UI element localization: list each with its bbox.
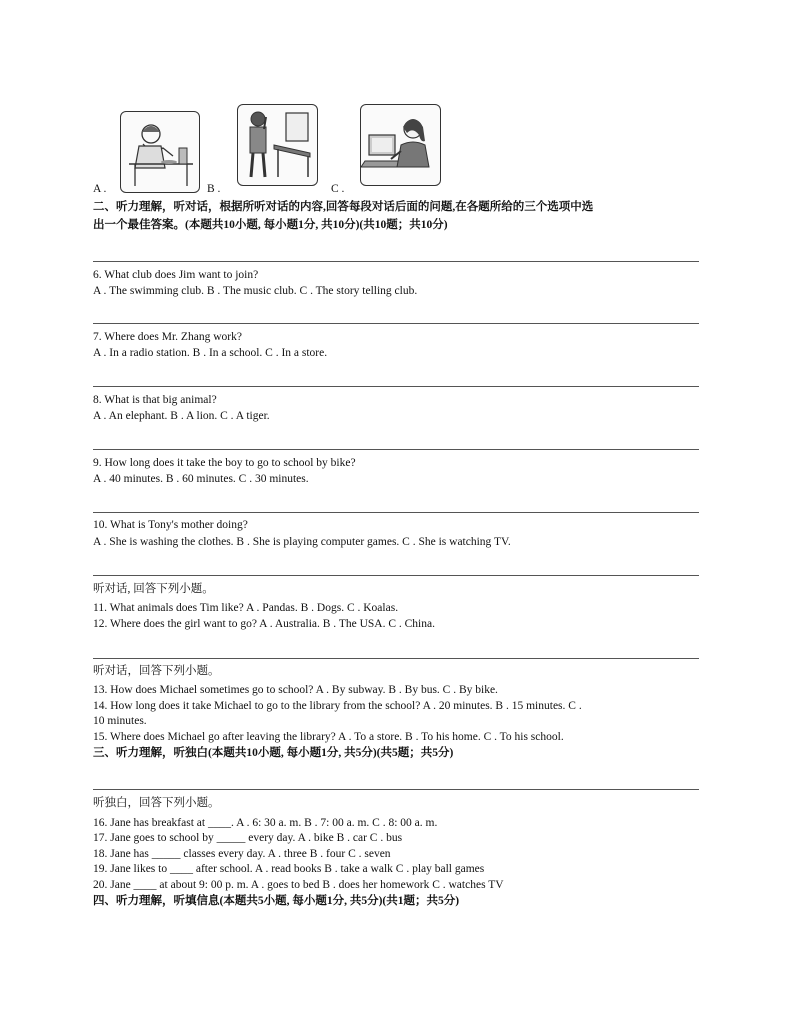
divider bbox=[93, 261, 699, 262]
question-17: 17. Jane goes to school by _____ every day. A . bike B . car C . bus bbox=[93, 832, 403, 844]
question-8: 8. What is that big animal? bbox=[93, 394, 217, 406]
question-6-options: A . The swimming club. B . The music club. C . The story telling club. bbox=[93, 285, 418, 297]
section-2-heading-line-1: 二、听力理解，听对话，根据所听对话的内容,回答每段对话后面的问题,在各题所给的三个选项中选 bbox=[93, 201, 594, 213]
option-a-label: A . bbox=[93, 183, 107, 195]
question-10-options: A . She is washing the clothes. B . She is playing computer games. C . She is watching TV. bbox=[93, 536, 511, 548]
divider bbox=[93, 512, 699, 513]
question-20: 20. Jane ____ at about 9: 00 p. m. A . goes to bed B . does her homework C . watches TV bbox=[93, 879, 504, 891]
divider bbox=[93, 323, 699, 324]
picture-girl-at-table bbox=[120, 111, 200, 193]
question-7: 7. Where does Mr. Zhang work? bbox=[93, 331, 242, 343]
question-7-options: A . In a radio station. B . In a school. C . In a store. bbox=[93, 347, 328, 359]
girl-at-table-illustration bbox=[121, 112, 199, 192]
man-on-phone-illustration bbox=[238, 105, 317, 185]
divider bbox=[93, 575, 699, 576]
question-9: 9. How long does it take the boy to go to school by bike? bbox=[93, 457, 356, 469]
question-19: 19. Jane likes to ____ after school. A . read books B . take a walk C . play ball games bbox=[93, 863, 485, 875]
group-2-intro: 听对话，回答下列小题。 bbox=[93, 665, 220, 677]
option-c-label: C . bbox=[331, 183, 345, 195]
question-8-options: A . An elephant. B . A lion. C . A tiger. bbox=[93, 410, 270, 422]
question-9-options: A . 40 minutes. B . 60 minutes. C . 30 minutes. bbox=[93, 473, 309, 485]
question-12: 12. Where does the girl want to go? A . Australia. B . The USA. C . China. bbox=[93, 618, 435, 630]
section-4-heading: 四、听力理解，听填信息(本题共5小题, 每小题1分, 共5分)(共1题；共5分) bbox=[93, 895, 460, 907]
group-3-intro: 听独白，回答下列小题。 bbox=[93, 797, 220, 809]
option-b-label: B . bbox=[207, 183, 221, 195]
section-2-heading-line-2: 出一个最佳答案。(本题共10小题, 每小题1分, 共10分)(共10题；共10分) bbox=[93, 219, 448, 231]
divider bbox=[93, 386, 699, 387]
question-10: 10. What is Tony's mother doing? bbox=[93, 519, 248, 531]
divider bbox=[93, 449, 699, 450]
section-3-heading: 三、听力理解，听独白(本题共10小题, 每小题1分, 共5分)(共5题；共5分) bbox=[93, 747, 454, 759]
picture-man-on-phone bbox=[237, 104, 318, 186]
question-15: 15. Where does Michael go after leaving the library? A . To a store. B . To his home. C . To his school. bbox=[93, 731, 564, 743]
question-14-line-1: 14. How long does it take Michael to go to the library from the school? A . 20 minutes. B . 15 minutes. C . bbox=[93, 700, 582, 712]
group-1-intro: 听对话, 回答下列小题。 bbox=[93, 583, 214, 595]
question-6: 6. What club does Jim want to join? bbox=[93, 269, 259, 281]
picture-girl-at-computer bbox=[360, 104, 441, 186]
question-18: 18. Jane has _____ classes every day. A . three B . four C . seven bbox=[93, 848, 391, 860]
divider bbox=[93, 658, 699, 659]
question-11: 11. What animals does Tim like? A . Pandas. B . Dogs. C . Koalas. bbox=[93, 602, 399, 614]
question-16: 16. Jane has breakfast at ____. A . 6: 30 a. m. B . 7: 00 a. m. C . 8: 00 a. m. bbox=[93, 817, 438, 829]
girl-at-computer-illustration bbox=[361, 105, 440, 185]
question-13: 13. How does Michael sometimes go to school? A . By subway. B . By bus. C . By bike. bbox=[93, 684, 498, 696]
divider bbox=[93, 789, 699, 790]
question-14-line-2: 10 minutes. bbox=[93, 715, 147, 727]
